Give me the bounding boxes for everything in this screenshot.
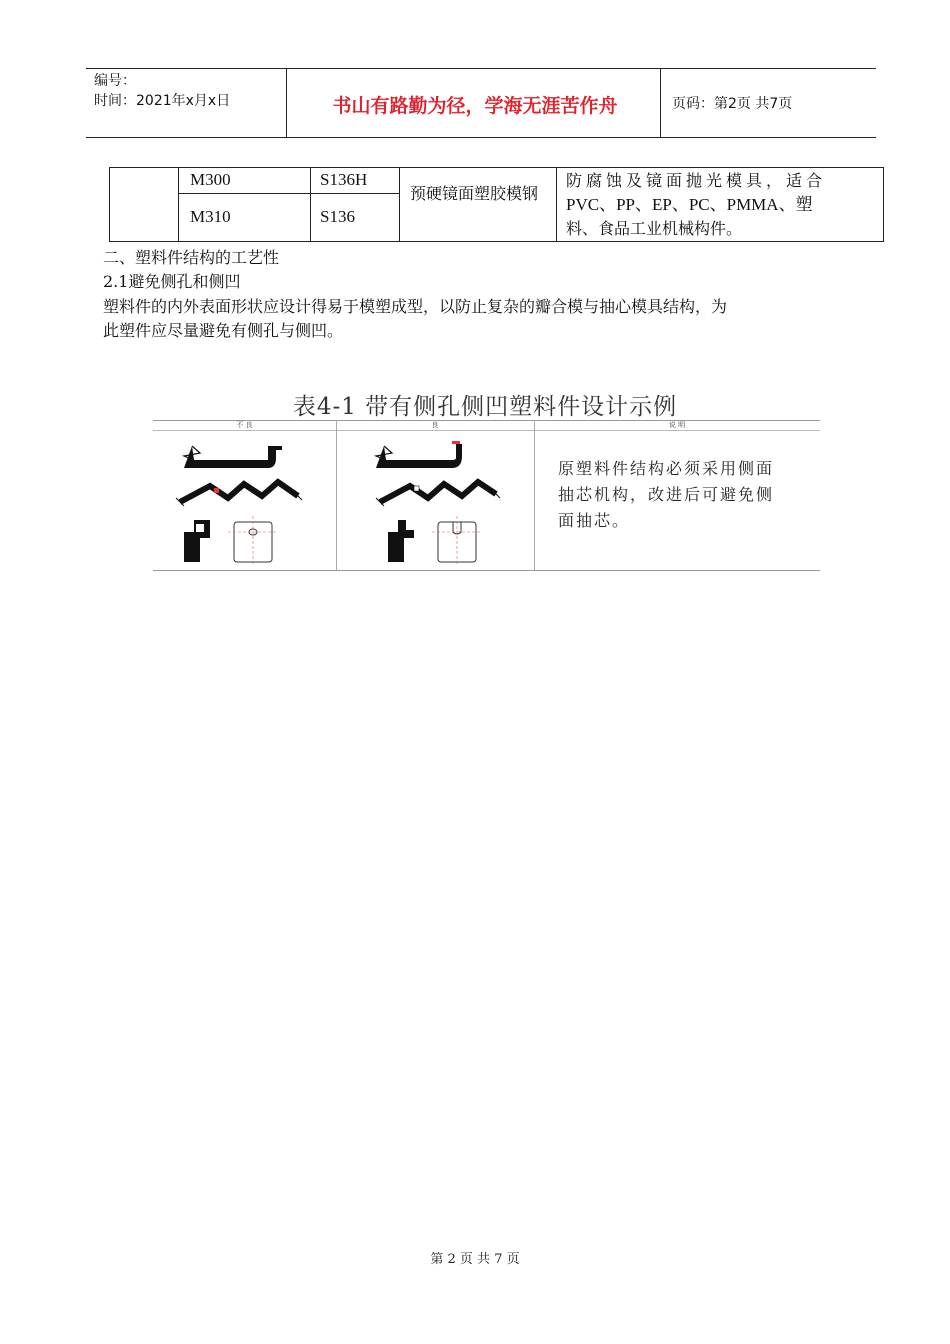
time-label: 时间：2021年x月x日 [94, 93, 231, 109]
usage-line: PVC、PP、EP、PC、PMMA、塑 [566, 195, 813, 214]
good-design-drawing [360, 436, 520, 568]
page-label: 页码：第2页 共7页 [672, 96, 793, 112]
header-divider [286, 69, 287, 137]
figure-divider [336, 420, 337, 570]
table-line [556, 167, 557, 242]
section-subheading: 2.1避免侧孔和侧凹 [103, 272, 241, 291]
usage-line: 料、食品工业机械构件。 [566, 219, 743, 238]
steel-type-cell: 预硬镜面塑胶模钢 [410, 184, 539, 203]
figure-rule [153, 430, 820, 431]
page-footer: 第 2 页 共 7 页 [430, 1252, 520, 1267]
number-label: 编号： [94, 73, 136, 89]
col-note-header: 说 明 [668, 421, 686, 429]
usage-line: 防腐蚀及镜面抛光模具，适合 [566, 171, 827, 190]
figure-rule [153, 570, 820, 571]
page-header [86, 68, 876, 138]
grade-cell: M310 [190, 207, 231, 226]
figure-note [558, 456, 808, 534]
table-line [178, 193, 399, 194]
lip-part-shape [376, 444, 462, 468]
note-line: 面抽芯。 [558, 511, 631, 530]
motto: 书山有路勤为径，学海无涯苦作舟 [332, 95, 618, 117]
usage-cell [566, 169, 876, 241]
lip-part-shape [184, 446, 282, 468]
figure-title: 表4-1 带有侧孔侧凹塑料件设计示例 [292, 394, 678, 420]
note-line: 原塑料件结构必须采用侧面 [558, 459, 775, 478]
table-line [310, 167, 311, 242]
grade-cell: M300 [190, 170, 231, 189]
note-line: 抽芯机构，改进后可避免侧 [558, 485, 775, 504]
relief-marker [414, 486, 419, 491]
side-hole [196, 524, 204, 532]
header-meta [94, 71, 230, 111]
col-good-header: 良 [431, 421, 439, 429]
zigzag-part [180, 482, 298, 502]
zigzag-part [380, 482, 496, 502]
table-line [399, 167, 400, 242]
open-slot [406, 520, 414, 530]
paragraph-line: 此塑件应尽量避免有侧孔与侧凹。 [103, 321, 344, 340]
paragraph-line: 塑料件的内外表面形状应设计得易于模塑成型，以防止复杂的瓣合模与抽心模具结构，为 [103, 297, 728, 316]
table-line [178, 167, 179, 242]
draft-marker [452, 441, 460, 444]
equivalent-cell: S136H [320, 170, 368, 189]
figure-divider [534, 420, 535, 570]
equivalent-cell: S136 [320, 207, 355, 226]
undercut-marker [214, 488, 219, 493]
section-heading: 二、塑料件结构的工艺性 [103, 248, 280, 267]
bad-design-drawing [170, 436, 330, 568]
col-bad-header: 不 良 [236, 421, 253, 429]
